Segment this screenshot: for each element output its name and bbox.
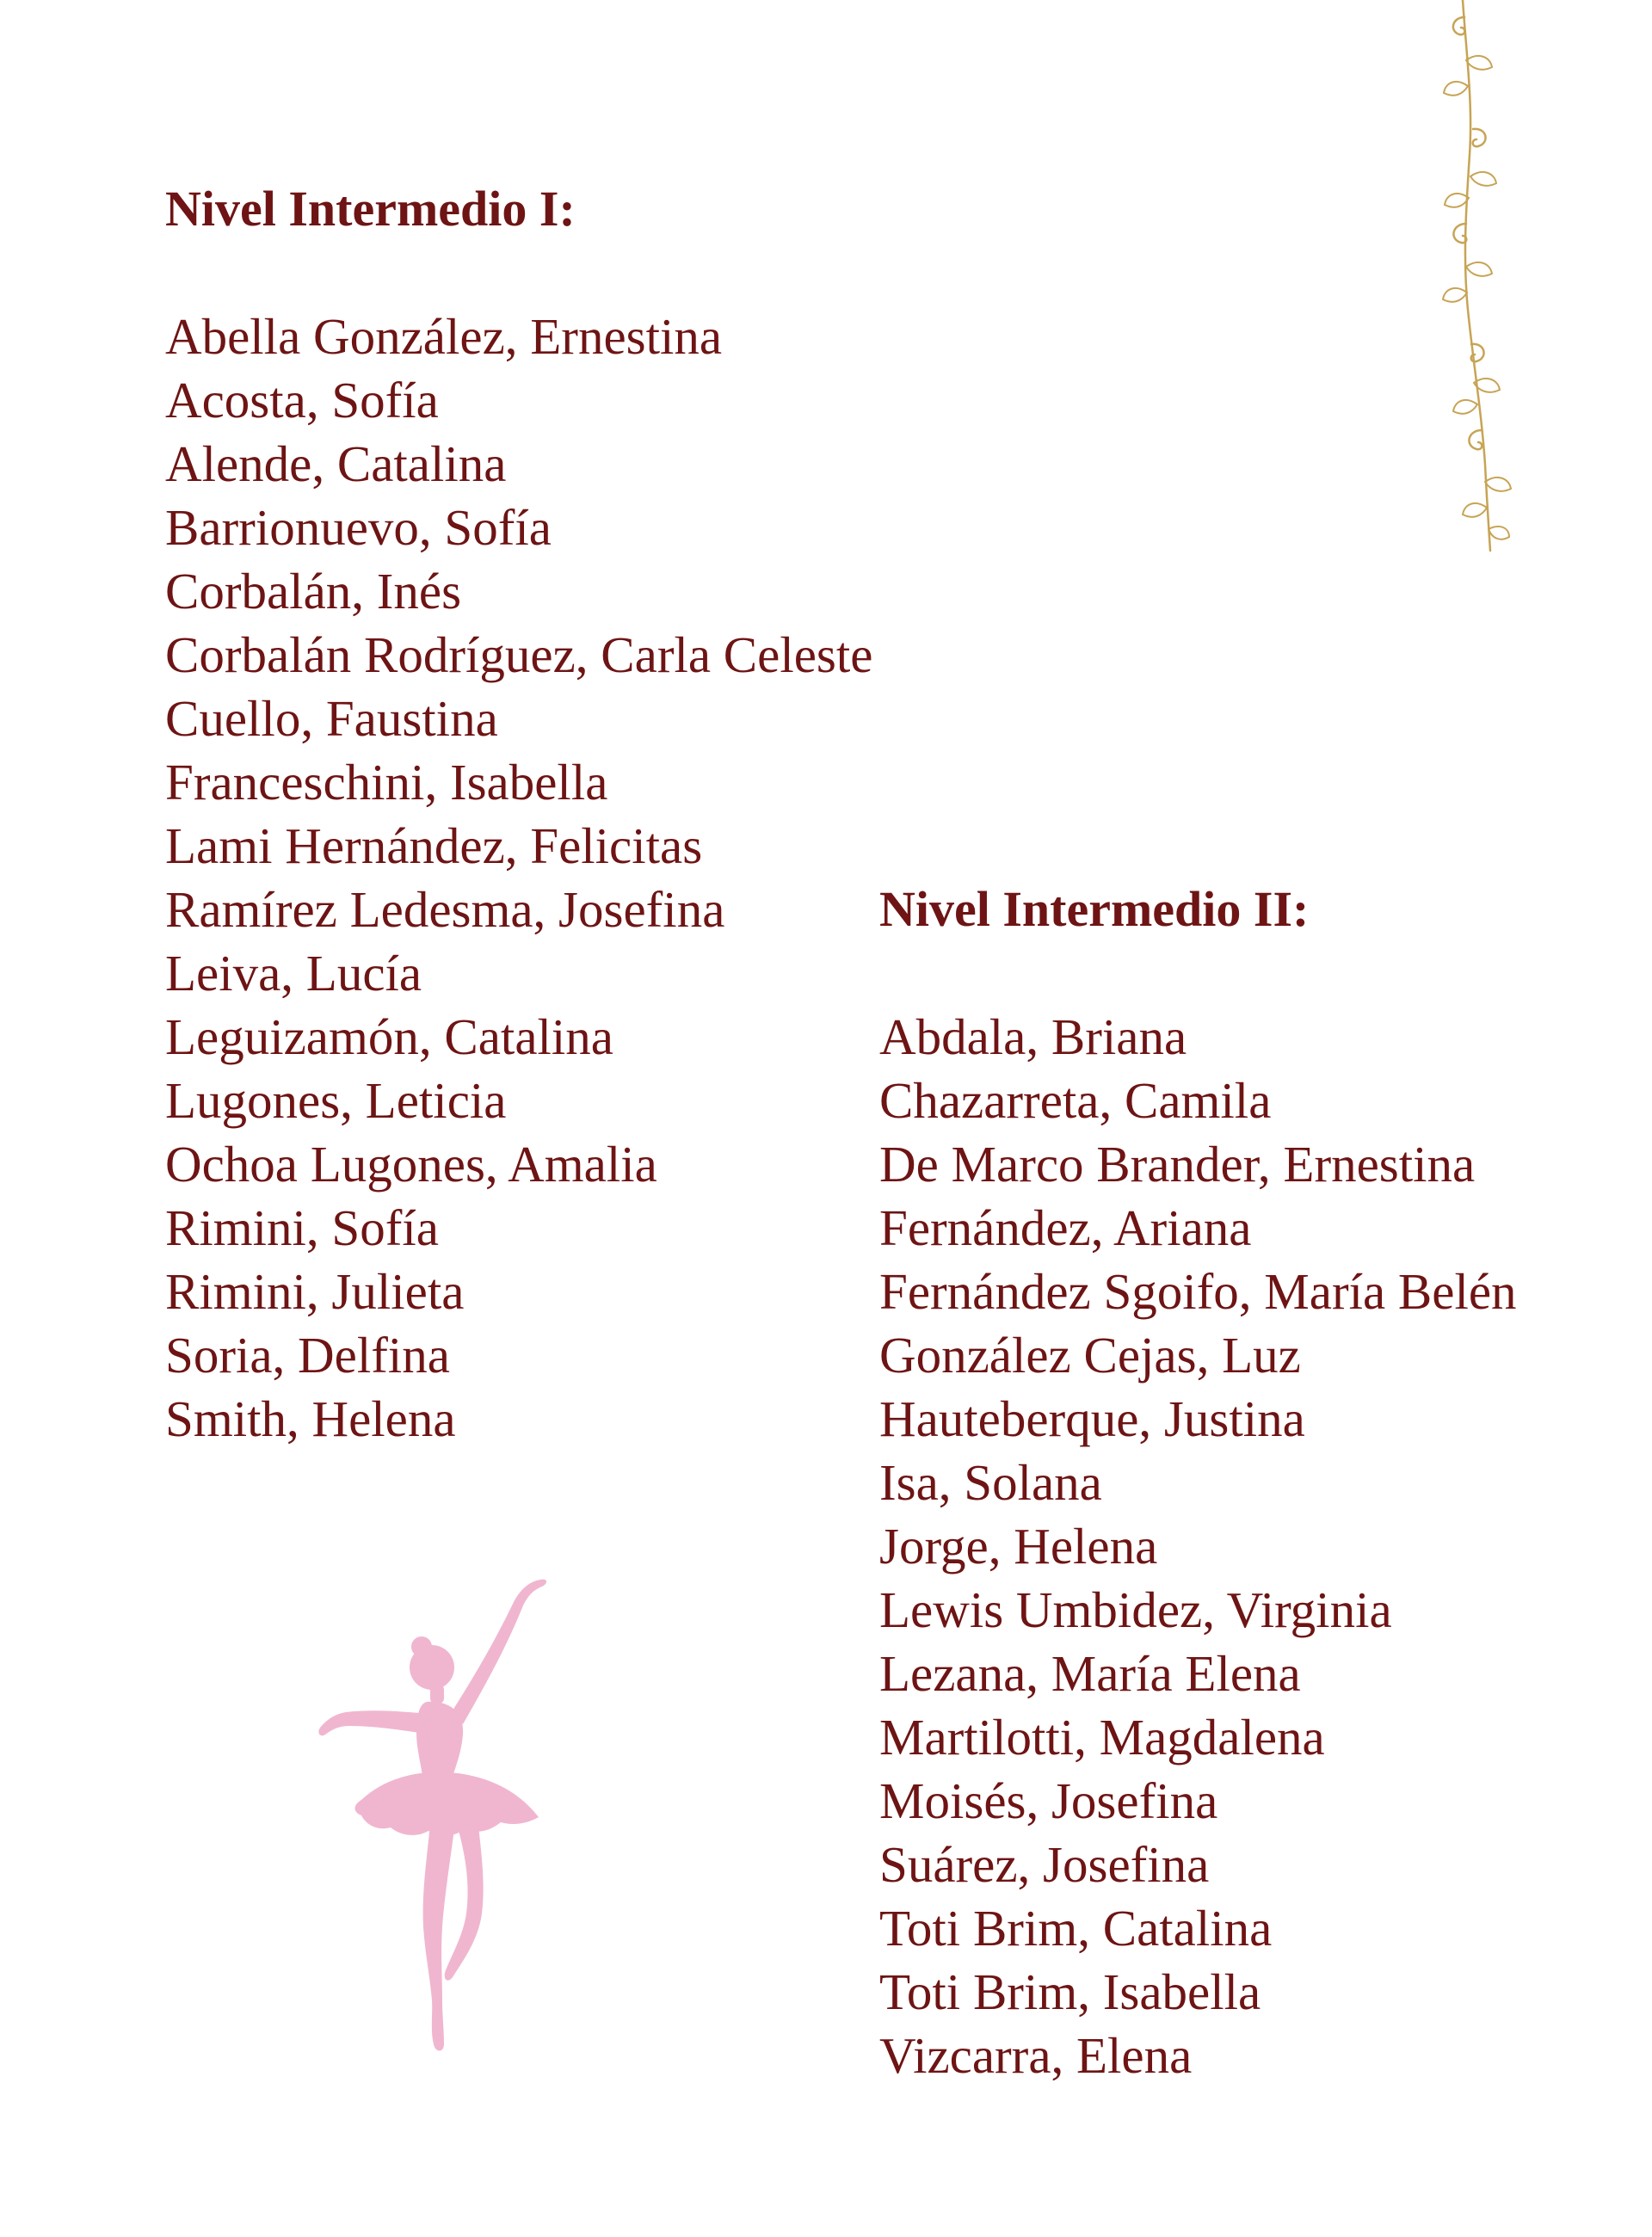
- list-item: Rimini, Julieta: [165, 1263, 465, 1320]
- list-item: Franceschini, Isabella: [165, 754, 608, 810]
- list-item: Fernández, Ariana: [879, 1199, 1252, 1256]
- list-item: Toti Brim, Isabella: [879, 1963, 1261, 2020]
- list-item: De Marco Brander, Ernestina: [879, 1136, 1476, 1192]
- list-item: Lezana, María Elena: [879, 1645, 1301, 1702]
- ballerina-silhouette-icon: [301, 1566, 611, 2065]
- list-item: Soria, Delfina: [165, 1327, 450, 1383]
- gold-vine-ornament-icon: [1428, 0, 1514, 559]
- list-item: Suárez, Josefina: [879, 1836, 1210, 1893]
- list-item: Toti Brim, Catalina: [879, 1900, 1273, 1957]
- list-item: Abella González, Ernestina: [165, 308, 723, 365]
- list-item: Ramírez Ledesma, Josefina: [165, 881, 725, 938]
- list-item: Hauteberque, Justina: [879, 1390, 1305, 1447]
- list-item: González Cejas, Luz: [879, 1327, 1301, 1383]
- list-item: Isa, Solana: [879, 1454, 1102, 1511]
- student-list: [879, 1005, 1517, 2087]
- list-item: Leiva, Lucía: [165, 945, 422, 1001]
- list-item: Fernández Sgoifo, María Belén: [879, 1263, 1517, 1320]
- list-item: Leguizamón, Catalina: [165, 1008, 613, 1065]
- list-item: Acosta, Sofía: [165, 372, 439, 428]
- list-item: Chazarreta, Camila: [879, 1072, 1272, 1129]
- list-item: Corbalán, Inés: [165, 563, 462, 619]
- section-nivel-intermedio-1: [165, 177, 872, 1451]
- list-item: Lewis Umbidez, Virginia: [879, 1581, 1392, 1638]
- list-item: Cuello, Faustina: [165, 690, 498, 747]
- section-heading: Nivel Intermedio I:: [165, 181, 576, 237]
- list-item: Ochoa Lugones, Amalia: [165, 1136, 657, 1192]
- list-item: Abdala, Briana: [879, 1008, 1187, 1065]
- list-item: Jorge, Helena: [879, 1518, 1158, 1575]
- list-item: Martilotti, Magdalena: [879, 1709, 1325, 1766]
- list-item: Lami Hernández, Felicitas: [165, 817, 703, 874]
- list-item: Barrionuevo, Sofía: [165, 499, 552, 556]
- section-heading: Nivel Intermedio II:: [879, 881, 1310, 937]
- list-item: Corbalán Rodríguez, Carla Celeste: [165, 626, 873, 683]
- list-item: Smith, Helena: [165, 1390, 456, 1447]
- list-item: Moisés, Josefina: [879, 1772, 1218, 1829]
- section-nivel-intermedio-2: [879, 878, 1517, 2087]
- list-item: Vizcarra, Elena: [879, 2027, 1193, 2084]
- list-item: Lugones, Leticia: [165, 1072, 507, 1129]
- list-item: Rimini, Sofía: [165, 1199, 439, 1256]
- list-item: Alende, Catalina: [165, 435, 507, 492]
- student-list: [165, 305, 872, 1451]
